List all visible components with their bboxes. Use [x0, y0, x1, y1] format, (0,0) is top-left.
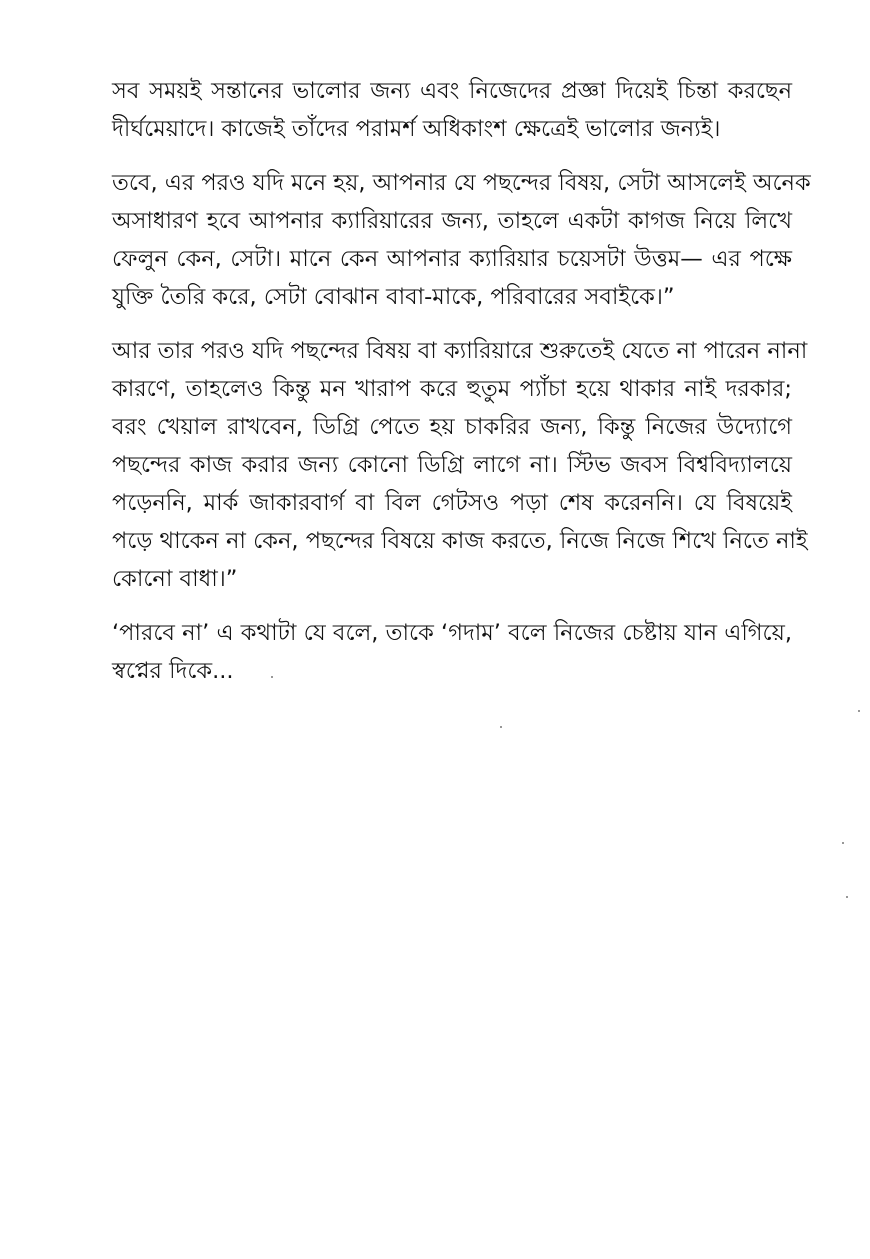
text-line: সব সময়ই সন্তানের ভালোর জন্য এবং নিজেদের প্রজ্ঞা দিয়েই চিন্তা করছেন — [112, 78, 792, 104]
text-line: পড়েননি, মার্ক জাকারবার্গ বা বিল গেটসও পড়া শেষ করেননি। যে বিষয়েই — [112, 490, 792, 516]
text-line: পড়ে থাকেন না কেন, পছন্দের বিষয়ে কাজ করতে, নিজে নিজে শিখে নিতে নাই — [112, 528, 808, 554]
scan-speck — [846, 896, 848, 898]
text-line: তবে, এর পরও যদি মনে হয়, আপনার যে পছন্দের বিষয়, সেটা আসলেই অনেক — [112, 170, 811, 196]
text-line: স্বপ্নের দিকে... — [112, 658, 234, 684]
text-line: যুক্তি তৈরি করে, সেটা বোঝান বাবা-মাকে, পরিবারের সবাইকে।” — [112, 284, 675, 310]
paragraph-4 — [112, 614, 792, 690]
scan-speck — [271, 676, 273, 678]
text-line: ফেলুন কেন, সেটা। মানে কেন আপনার ক্যারিয়ার চয়েসটা উত্তম— এর পক্ষে — [112, 246, 792, 272]
text-line: বরং খেয়াল রাখবেন, ডিগ্রি পেতে হয় চাকরির জন্য, কিন্তু নিজের উদ্যোগে — [112, 414, 792, 440]
text-line: ‘পারবে না’ এ কথাটা যে বলে, তাকে ‘গদাম’ বলে নিজের চেষ্টায় যান এগিয়ে, — [112, 620, 792, 646]
paragraph-3 — [112, 332, 808, 598]
scan-speck — [858, 710, 860, 712]
paragraph-2 — [112, 164, 811, 316]
paragraph-1 — [112, 72, 792, 148]
text-line: পছন্দের কাজ করার জন্য কোনো ডিগ্রি লাগে না। স্টিভ জবস বিশ্ববিদ্যালয়ে — [112, 452, 792, 478]
text-line: কোনো বাধা।” — [112, 566, 238, 592]
scan-speck — [500, 726, 502, 728]
body-text — [112, 72, 811, 706]
scan-speck — [842, 842, 844, 844]
text-line: কারণে, তাহলেও কিন্তু মন খারাপ করে হুতুম প্যাঁচা হয়ে থাকার নাই দরকার; — [112, 376, 792, 402]
text-line: দীর্ঘমেয়াদে। কাজেই তাঁদের পরামর্শ অধিকাংশ ক্ষেত্রেই ভালোর জন্যই। — [112, 116, 721, 142]
text-line: অসাধারণ হবে আপনার ক্যারিয়ারের জন্য, তাহলে একটা কাগজ নিয়ে লিখে — [112, 208, 792, 234]
text-line: আর তার পরও যদি পছন্দের বিষয় বা ক্যারিয়ারে শুরুতেই যেতে না পারেন নানা — [112, 338, 808, 364]
